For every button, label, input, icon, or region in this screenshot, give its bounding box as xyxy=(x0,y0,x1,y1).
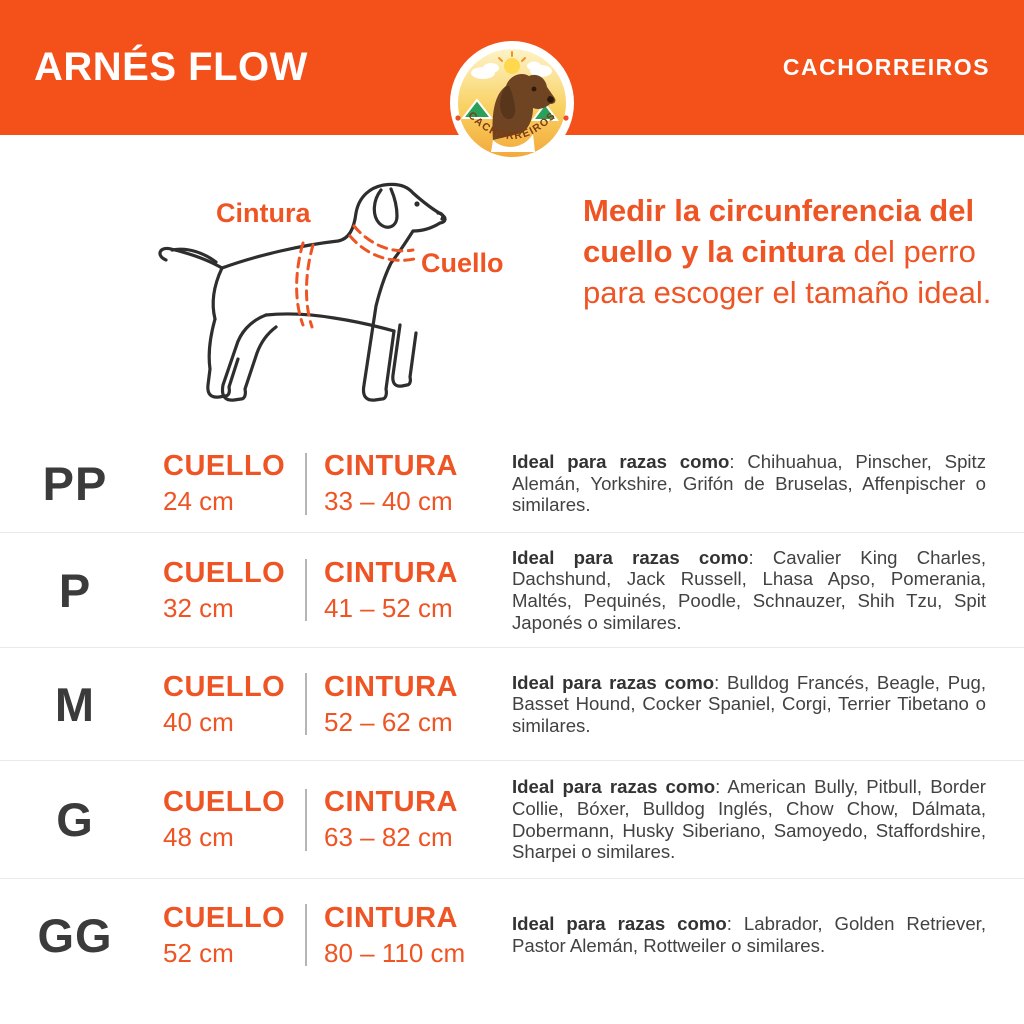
neck-column xyxy=(163,902,305,969)
neck-column xyxy=(163,450,305,517)
waist-value: 52 – 62 cm xyxy=(324,706,453,737)
size-label: G xyxy=(56,793,94,846)
waist-header: CINTURA xyxy=(324,450,458,482)
waist-value: 33 – 40 cm xyxy=(324,486,453,516)
breeds-list: : American Bully, Pitbull, Border Collie, Bóxer, Bulldog Inglés, Chow Chow, Dálmata, Dobermann, Husky Siberiano, Samoyedo, Staffordshire, Sharpei o similares. xyxy=(512,776,987,863)
neck-value: 24 cm xyxy=(163,486,234,516)
measuring-instructions xyxy=(583,190,1019,313)
breeds-description xyxy=(512,776,986,862)
size-table xyxy=(0,435,1024,991)
breeds-prefix: Ideal para razas como xyxy=(512,776,716,798)
instructions-regular: del perro para escoger el tamaño ideal. xyxy=(583,234,992,310)
instructions-bold: Medir la circunferencia del cuello y la cintura xyxy=(583,193,975,269)
neck-diagram-label: Cuello xyxy=(421,248,504,278)
waist-column xyxy=(324,786,482,853)
size-label: PP xyxy=(42,457,108,510)
breeds-prefix: Ideal para razas como xyxy=(512,913,727,935)
column-divider xyxy=(305,789,307,851)
column-divider xyxy=(305,559,307,621)
neck-header: CUELLO xyxy=(163,450,286,482)
dog-eye xyxy=(414,201,419,206)
breeds-description xyxy=(512,672,986,737)
breeds-list: : Labrador, Golden Retriever, Pastor Alemán, Rottweiler o similares. xyxy=(512,913,986,956)
size-row-p xyxy=(0,533,1024,648)
waist-header: CINTURA xyxy=(324,670,458,703)
neck-header: CUELLO xyxy=(163,556,286,589)
column-divider xyxy=(305,453,307,515)
neck-header: CUELLO xyxy=(163,786,286,818)
neck-value: 48 cm xyxy=(163,822,234,852)
size-row-g xyxy=(0,761,1024,879)
waist-value: 41 – 52 cm xyxy=(324,592,453,623)
breeds-list: : Chihuahua, Pinscher, Spitz Alemán, Yorkshire, Grifón de Bruselas, Affenpischer o similares. xyxy=(512,451,987,516)
breeds-prefix: Ideal para razas como xyxy=(512,671,715,693)
size-label: M xyxy=(54,677,96,731)
dog-measurement-diagram xyxy=(150,163,555,435)
neck-value: 52 cm xyxy=(163,937,234,968)
size-label: GG xyxy=(37,908,113,962)
logo-right-dot xyxy=(563,115,568,120)
waist-column xyxy=(324,671,482,738)
waist-column xyxy=(324,557,482,624)
breeds-prefix: Ideal para razas como xyxy=(512,451,730,473)
neck-value: 32 cm xyxy=(163,592,234,623)
column-divider xyxy=(305,904,307,966)
size-label: P xyxy=(58,563,92,617)
waist-diagram-label: Cintura xyxy=(216,198,311,228)
neck-column xyxy=(163,557,305,624)
logo-curved-text: CACHORREIROS xyxy=(465,109,559,143)
breeds-description xyxy=(512,451,986,516)
waist-column xyxy=(324,450,482,517)
neck-value: 40 cm xyxy=(163,706,234,737)
size-row-gg xyxy=(0,879,1024,991)
size-row-m xyxy=(0,648,1024,761)
page-title: ARNÉS FLOW xyxy=(34,45,308,89)
size-row-pp xyxy=(0,435,1024,533)
neck-header: CUELLO xyxy=(163,901,286,934)
logo-left-dot xyxy=(455,115,460,120)
breeds-list: : Cavalier King Charles, Dachshund, Jack Russell, Lhasa Apso, Pomerania, Maltés, Pequinés, Poodle, Schnauzer, Shih Tzu, Spit Japonés o similares. xyxy=(512,546,986,633)
brand-name: CACHORREIROS xyxy=(782,54,990,80)
waist-value: 80 – 110 cm xyxy=(324,937,466,968)
neck-column xyxy=(163,671,305,738)
measurement-dashed-lines xyxy=(297,226,414,327)
neck-header: CUELLO xyxy=(163,670,286,703)
waist-header: CINTURA xyxy=(324,901,458,934)
column-divider xyxy=(305,673,307,735)
breeds-prefix: Ideal para razas como xyxy=(512,546,749,568)
neck-column xyxy=(163,786,305,853)
waist-header: CINTURA xyxy=(324,556,458,589)
waist-header: CINTURA xyxy=(324,786,458,818)
waist-value: 63 – 82 cm xyxy=(324,822,453,852)
breeds-description xyxy=(512,547,986,633)
cachorreiros-logo xyxy=(449,40,575,166)
breeds-description xyxy=(512,913,986,956)
breeds-list: : Bulldog Francés, Beagle, Pug, Basset Hound, Cocker Spaniel, Corgi, Terrier Tibetano o similares. xyxy=(512,671,986,736)
waist-column xyxy=(324,902,482,969)
